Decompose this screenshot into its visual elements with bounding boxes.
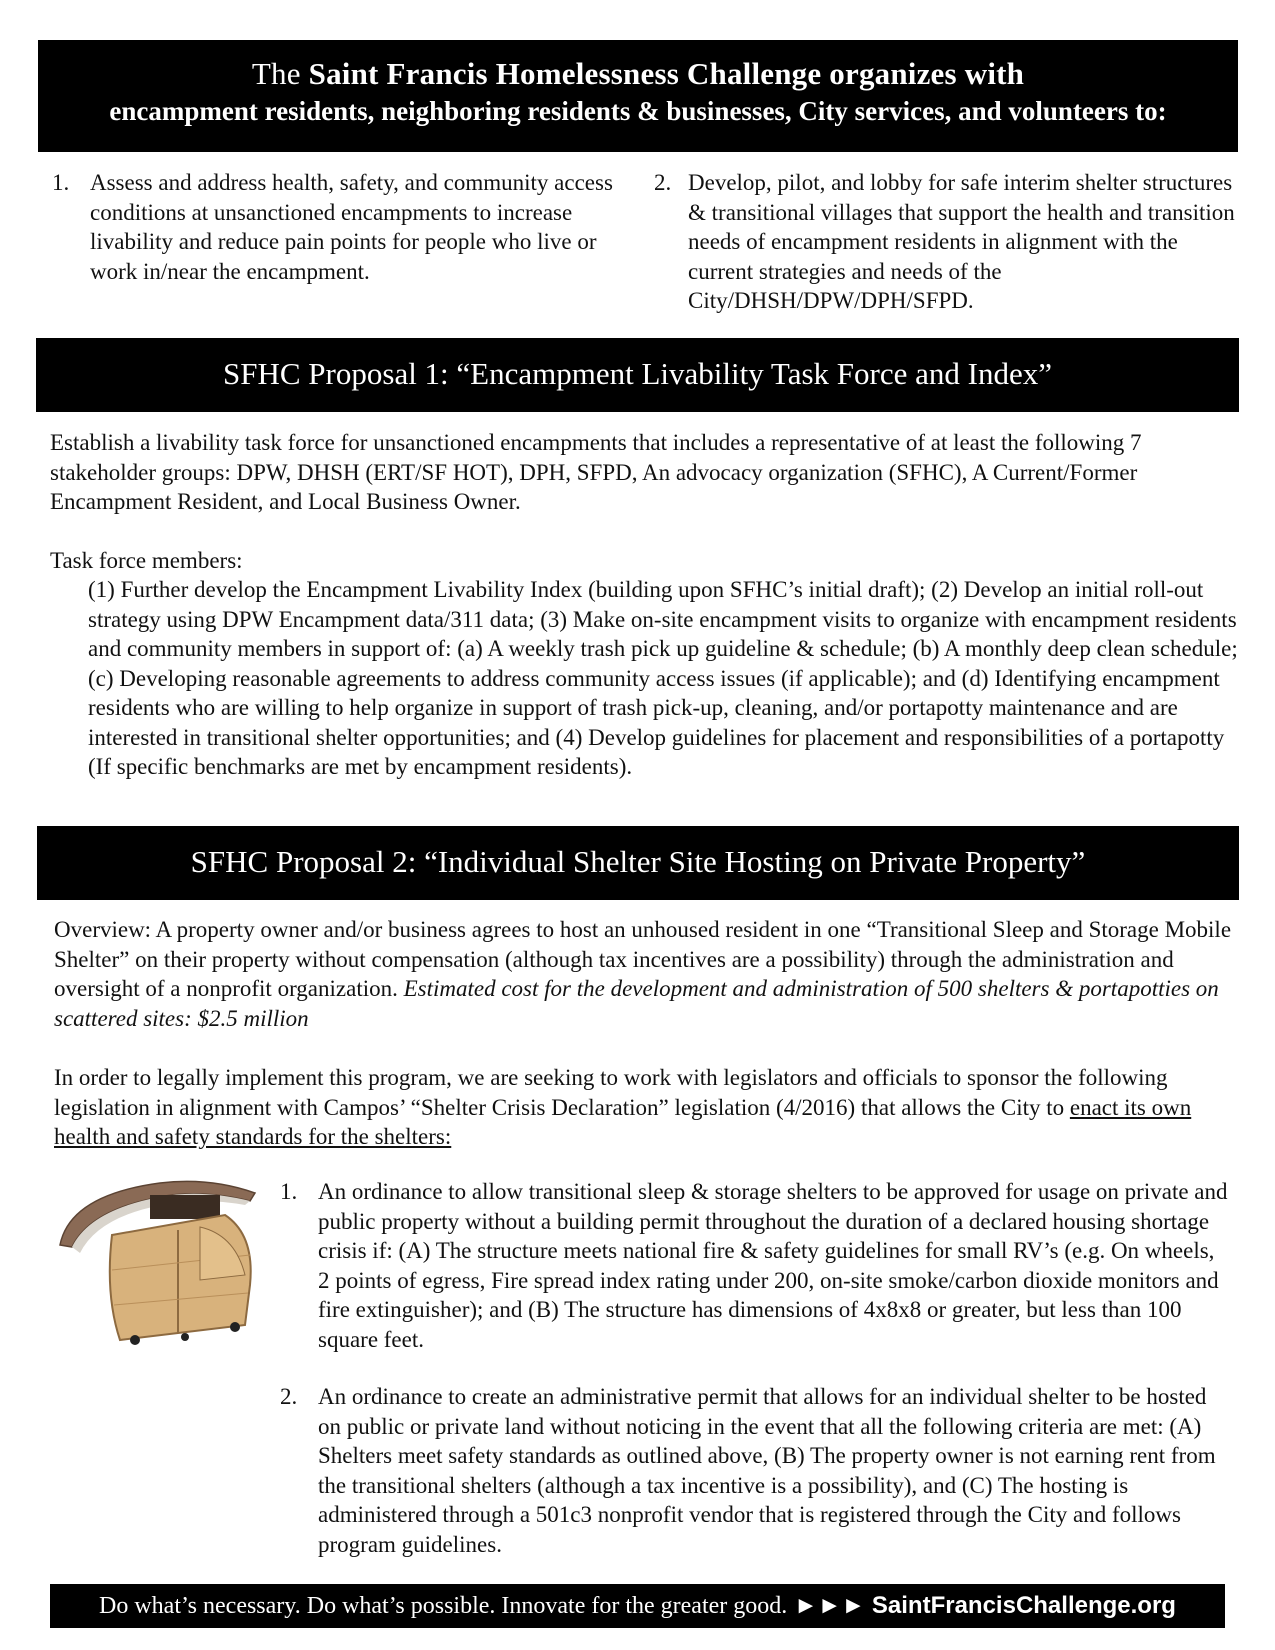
goal-text: Develop, pilot, and lobby for safe interim shelter structures & transitional villages that support the health and transition needs of encampment residents in alignment with the current strategies and needs of the City/DHSH/DPW/DPH/SFPD. [688,170,1235,313]
goal-number: 1. [52,170,70,195]
header-organization: Saint Francis Homelessness Challenge organizes with [308,56,1025,91]
proposal2-banner [37,826,1239,900]
footer-tagline: Do what’s necessary. Do what’s possible. Innovate for the greater good. [99,1593,788,1619]
proposal1-title: SFHC Proposal 1: “Encampment Livability Task Force and Index” [223,356,1052,391]
header-title [38,56,1238,92]
proposal2-title: SFHC Proposal 2: “Individual Shelter Site Hosting on Private Property” [190,844,1086,879]
footer-line [50,1592,1225,1620]
overview-text: Overview: A property owner and/or business agrees to host an unhoused resident in one “Transitional Sleep and Storage Mobile Shelter” on their property without compensation (although tax incentives are a possibility) through the administration and oversight of a nonprofit organization. [54,917,1232,1001]
task-force-label: Task force members: [50,548,243,573]
legislation-underlined: enact its own health and safety standards for the shelters: [54,1094,1192,1149]
footer-banner [50,1584,1225,1628]
task-force-body: (1) Further develop the Encampment Livability Index (building upon SFHC’s initial draft); (2) Develop an initial roll-out strategy using DPW Encampment data/311 data; (3) Make on-site encampment visits to organize with encampment residents and community members in support of: (a) A weekly trash pick up guideline & schedule; (b) A monthly deep clean schedule; (c) Developing reasonable agreements to address community access issues (if applicable); and (d) Identifying encampment residents who are willing to help organize in support of trash pick-up, cleaning, and/or portapotty maintenance and are interested in transitional shelter opportunities; and (4) Develop guidelines for placement and responsibilities of a portapotty (If specific benchmarks are met by encampment residents). [88,577,1238,779]
proposal2-legislation [54,1063,1234,1152]
goal-number: 2. [654,170,672,195]
proposal2-overview [54,915,1234,1033]
header-banner [38,40,1238,152]
proposal1-banner [36,338,1239,412]
footer-url[interactable]: SaintFrancisChallenge.org [871,1592,1176,1619]
goal-text: Assess and address health, safety, and community access conditions at unsanctioned encampments to increase livability and reduce pain points for people who live or work in/near the encampment. [90,170,613,284]
header-subtitle: encampment residents, neighboring residents & businesses, City services, and volunteers to: [109,96,1167,126]
legislation-text: In order to legally implement this program, we are seeking to work with legislators and officials to sponsor the following legislation in alignment with Campos’ “Shelter Crisis Declaration” legislation (4/2016) that allows the City to [54,1065,1168,1120]
shelter-image [50,1175,265,1350]
arrow-icons: ►►► [793,1592,866,1619]
ordinance-number: 1. [280,1179,298,1204]
proposal1-intro: Establish a livability task force for unsanctioned encampments that includes a representative of at least the following 7 stakeholder groups: DPW, DHSH (ERT/SF HOT), DPH, SFPD, An advocacy organization (SFHC), A Current/Former Encampment Resident, and Local Business Owner. [50,430,1142,514]
ordinance-text: An ordinance to create an administrative permit that allows for an individual shelter to be hosted on public or private land without noticing in the event that all the following criteria are met: (A) Shelters meet safety standards as outlined above, (B) The property owner is not earning rent from the transitional shelters (although a tax incentive is a possibility), and (C) The hosting is administered through a 501c3 nonprofit vendor that is registered through the City and follows program guidelines. [318,1384,1216,1557]
estimated-cost: Estimated cost for the development and administration of 500 shelters & portapotties on scattered sites: $2.5 million [54,976,1219,1031]
header-prefix: The [251,56,309,91]
ordinance-number: 2. [280,1384,298,1409]
ordinance-text: An ordinance to allow transitional sleep & storage shelters to be approved for usage on private and public property without a building permit throughout the duration of a declared housing shortage crisis if: (A) The structure meets national fire & safety guidelines for small RV’s (e.g. On wheels, 2 points of egress, Fire spread index rating under 200, on-site smoke/carbon dioxide monitors and fire extinguisher); and (B) The structure has dimensions of 4x8x8 or greater, but less than 100 square feet. [318,1179,1228,1352]
